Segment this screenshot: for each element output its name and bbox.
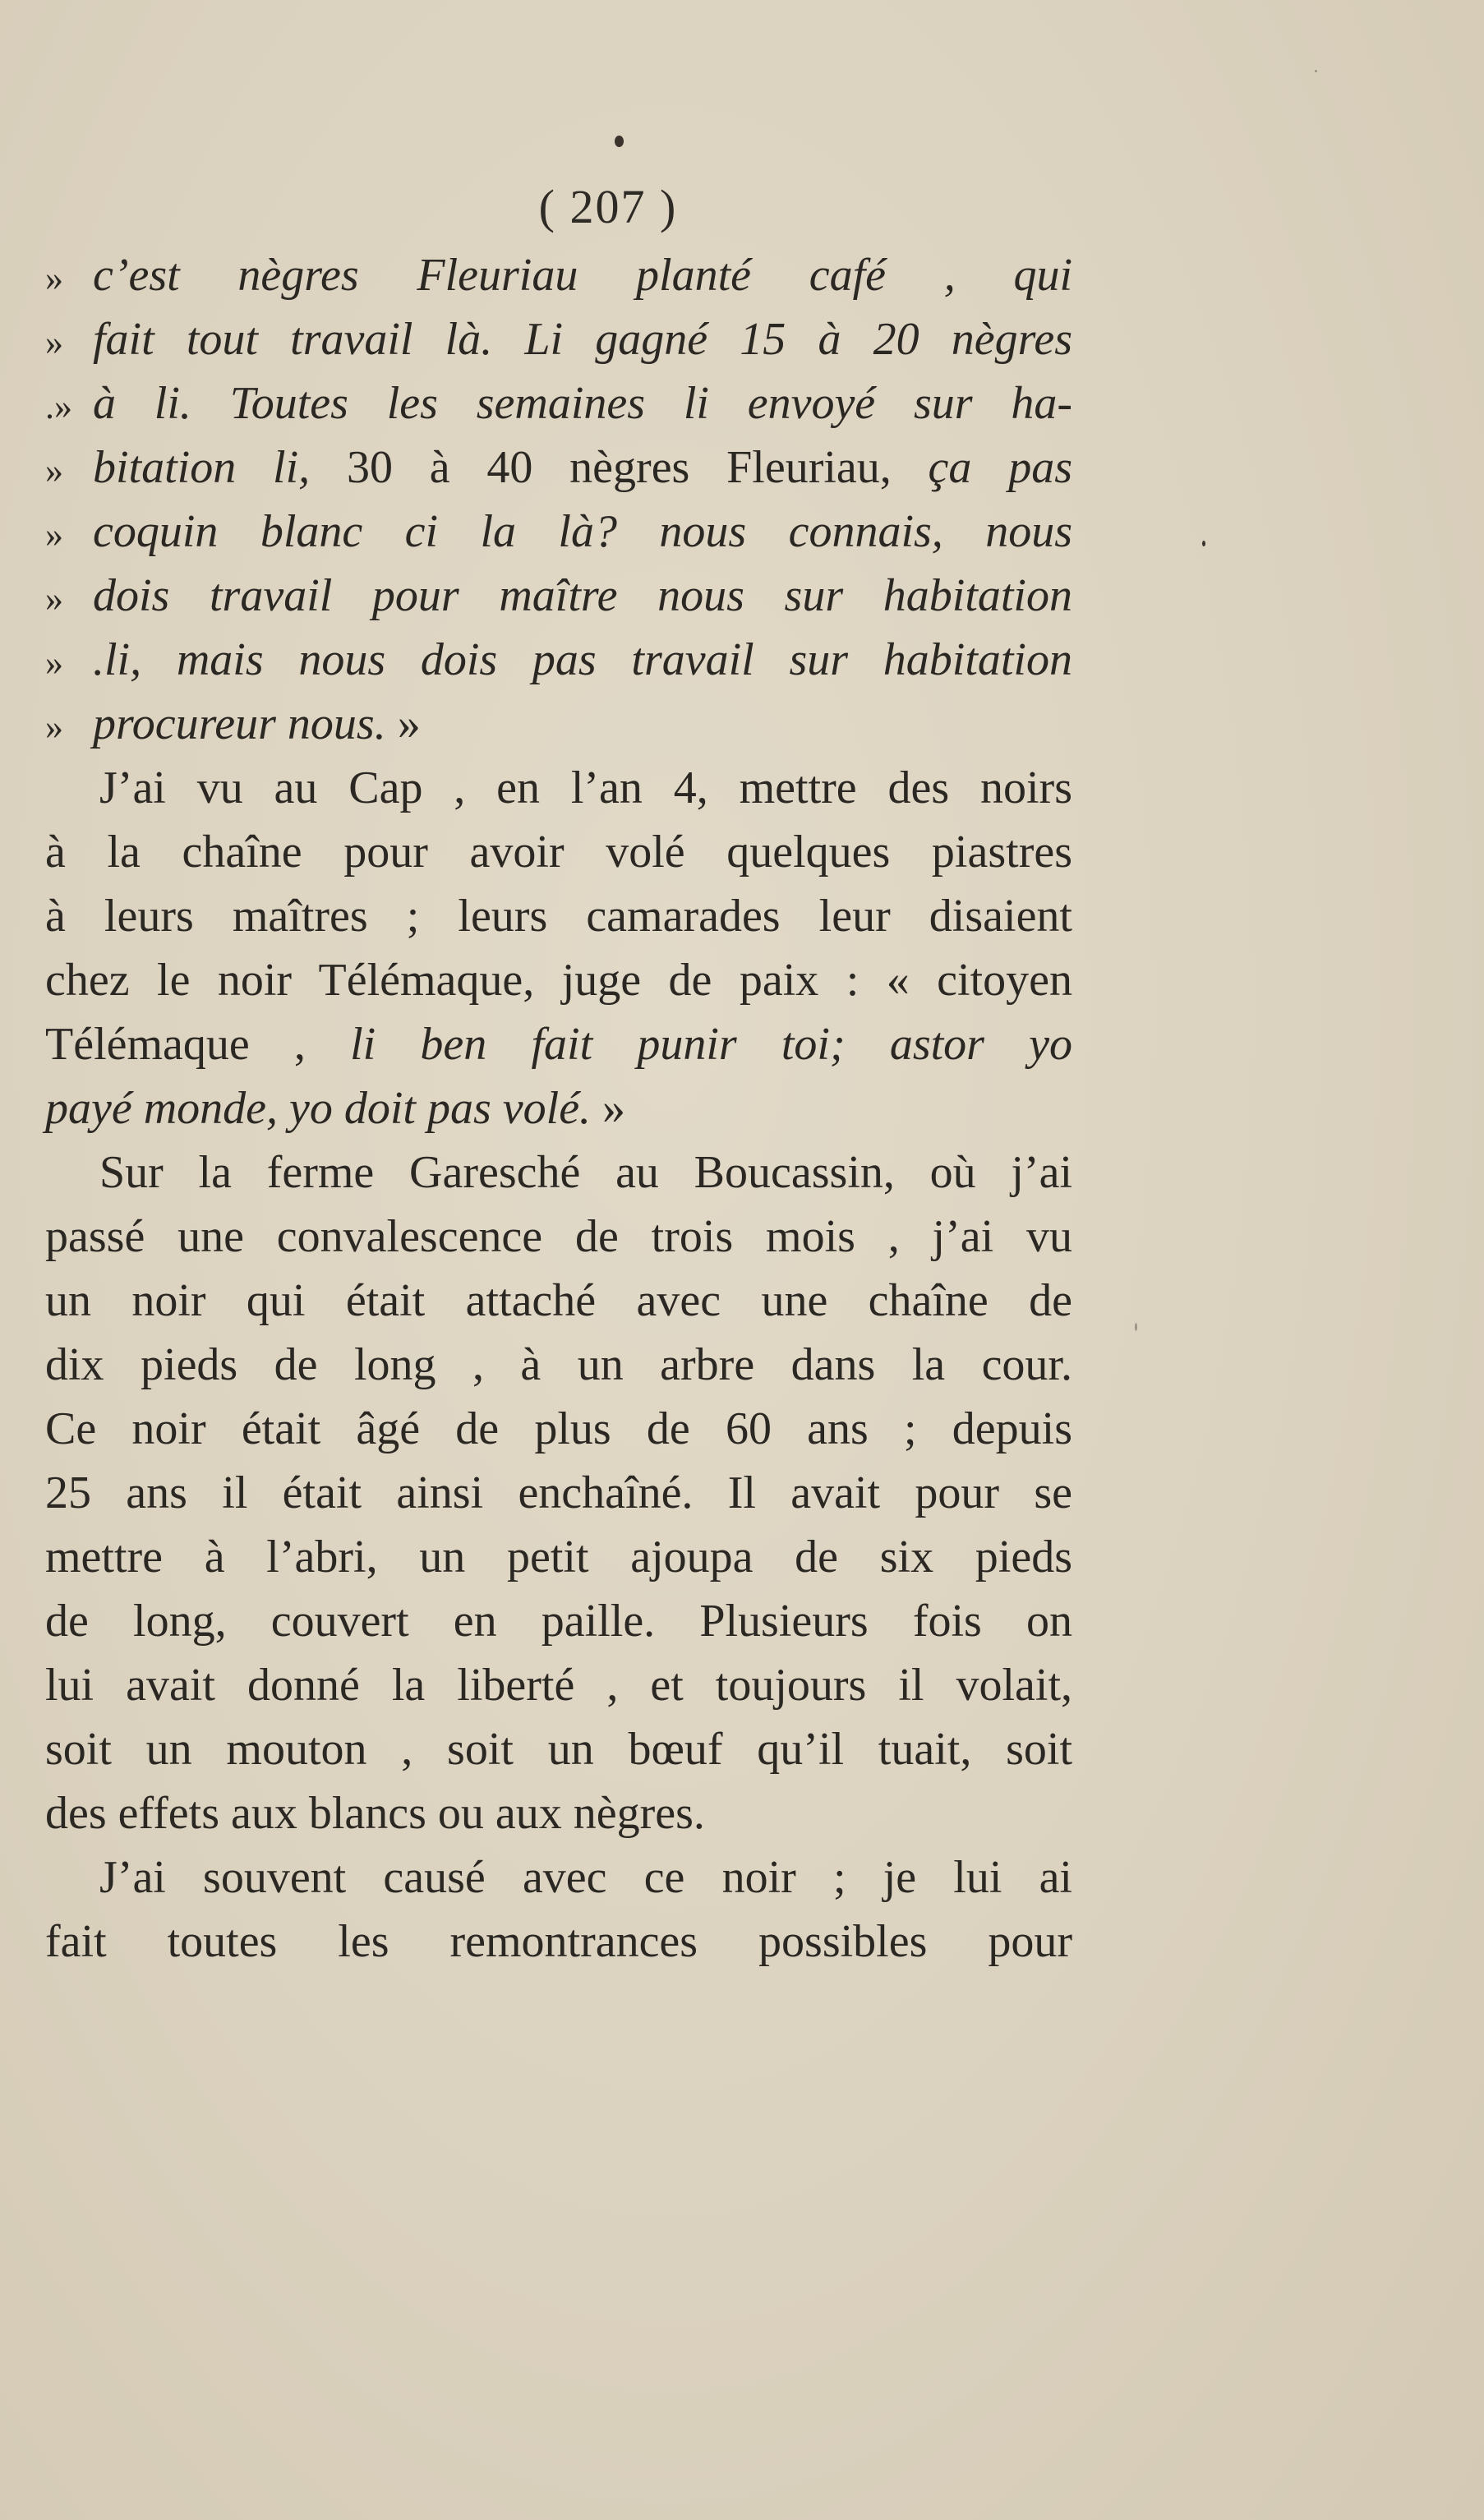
- text-line: à leurs maîtres ; leurs camarades leur disaient: [45, 891, 1072, 942]
- text-line: mettre à l’abri, un petit ajoupa de six pieds: [45, 1532, 1072, 1582]
- quote-mark: »: [45, 707, 63, 747]
- quote-mark: »: [45, 450, 63, 491]
- ink-speck: [1315, 70, 1317, 72]
- paragraph-first-line: J’ai souvent causé avec ce noir ; je lui ai: [99, 1852, 1072, 1903]
- quote-mark: »: [45, 578, 63, 619]
- text-line: à la chaîne pour avoir volé quelques piastres: [45, 827, 1072, 878]
- quote-mark: »: [45, 258, 63, 298]
- text-line: soit un mouton , soit un bœuf qu’il tuait, soit: [45, 1724, 1072, 1775]
- text-line: payé monde, yo doit pas volé. »: [45, 1083, 626, 1134]
- quote-mark: »: [45, 643, 63, 683]
- quote-mark: »: [45, 514, 63, 555]
- body-text: [45, 243, 1072, 1974]
- text-line: lui avait donné la liberté , et toujours il volait,: [45, 1660, 1072, 1711]
- ink-speck: [1135, 1323, 1137, 1331]
- page-number: ( 207 ): [538, 180, 678, 233]
- paragraph-first-line: J’ai vu au Cap , en l’an 4, mettre des noirs: [99, 762, 1072, 813]
- quote-mark: »: [45, 322, 63, 362]
- text-line: passé une convalescence de trois mois , j’ai vu: [45, 1211, 1072, 1262]
- text-line: » dois travail pour maître nous sur habitation: [45, 564, 1072, 628]
- text-line: » coquin blanc ci la là? nous connais, nous: [45, 500, 1072, 564]
- text-line: » c’est nègres Fleuriau planté café , qui: [45, 243, 1072, 307]
- text-line: des effets aux blancs ou aux nègres.: [45, 1788, 705, 1839]
- text-line: » bitation li, 30 à 40 nègres Fleuriau, ça pas: [45, 435, 1072, 500]
- ink-speck: [615, 136, 624, 147]
- text-line: .» à li. Toutes les semaines li envoyé sur ha-: [45, 371, 1072, 435]
- text-line: Ce noir était âgé de plus de 60 ans ; depuis: [45, 1403, 1072, 1454]
- paragraph-first-line: Sur la ferme Garesché au Boucassin, où j’ai: [99, 1147, 1072, 1198]
- text-line: 25 ans il était ainsi enchaîné. Il avait pour se: [45, 1467, 1072, 1518]
- text-line: » .li, mais nous dois pas travail sur habitation: [45, 628, 1072, 692]
- text-line: de long, couvert en paille. Plusieurs fois on: [45, 1596, 1072, 1647]
- text-line: fait toutes les remontrances possibles pour: [45, 1916, 1072, 1967]
- text-line: un noir qui était attaché avec une chaîne de: [45, 1275, 1072, 1326]
- text-line: » fait tout travail là. Li gagné 15 à 20 nègres: [45, 307, 1072, 371]
- text-line: chez le noir Télémaque, juge de paix : « citoyen: [45, 955, 1072, 1006]
- quote-mark: .»: [45, 386, 72, 426]
- text-line: dix pieds de long , à un arbre dans la cour.: [45, 1339, 1072, 1390]
- ink-speck: [1202, 541, 1205, 546]
- text-line: Télémaque , li ben fait punir toi; astor yo: [45, 1019, 1073, 1070]
- text-line: » procureur nous. »: [45, 692, 1072, 756]
